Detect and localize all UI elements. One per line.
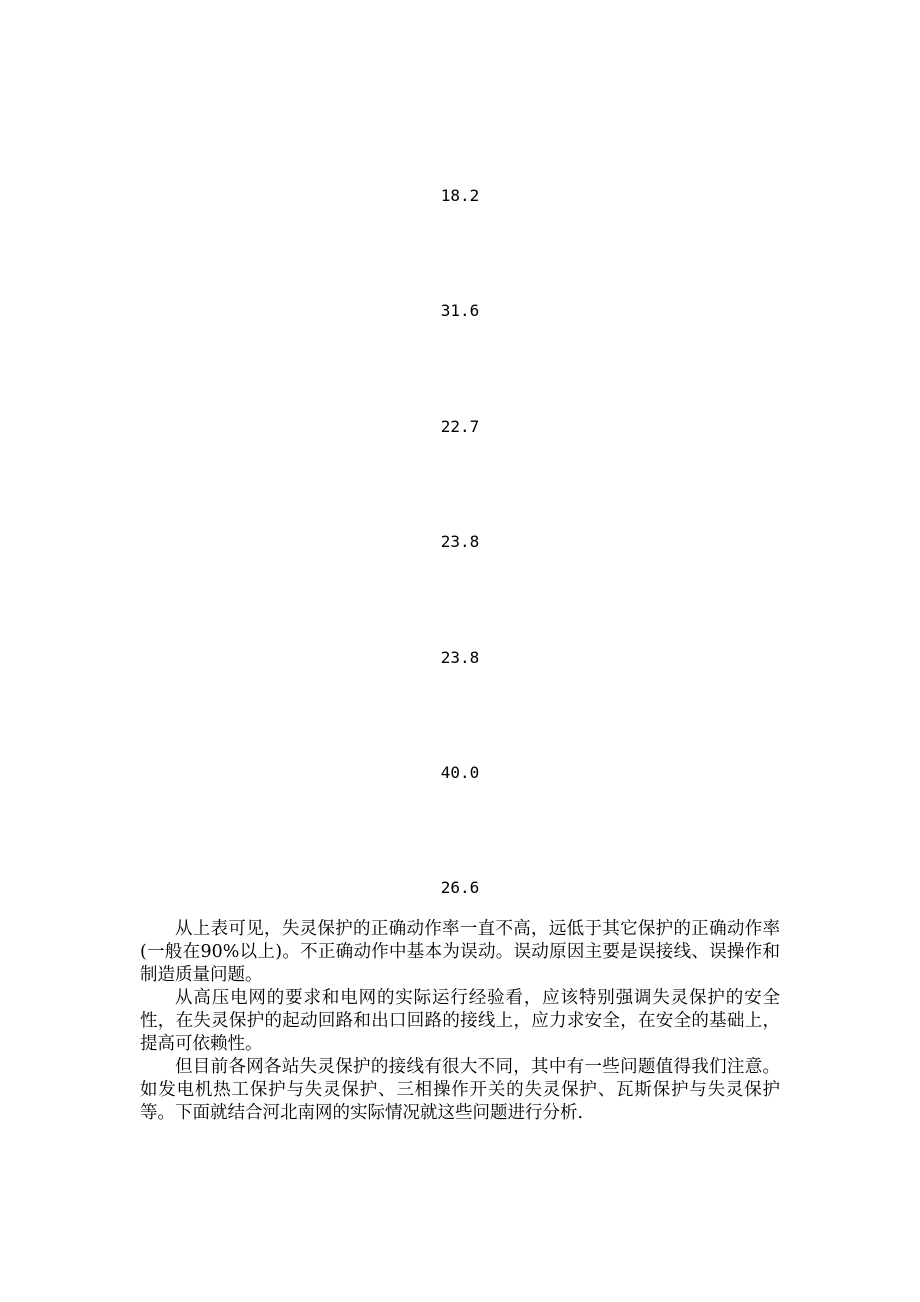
table-value-cell: 18.2 (440, 186, 480, 205)
table-value-cell: 26.6 (440, 878, 480, 897)
paragraph: 从上表可见，失灵保护的正确动作率一直不高，远低于其它保护的正确动作率(一般在90%以上)。不正确动作中基本为误动。误动原因主要是误接线、误操作和制造质量问题。 (140, 919, 780, 985)
table-value-cell: 22.7 (440, 417, 480, 436)
paragraph: 从高压电网的要求和电网的实际运行经验看，应该特别强调失灵保护的安全性，在失灵保护的起动回路和出口回路的接线上，应力求安全，在安全的基础上，提高可依赖性。 (140, 988, 780, 1054)
body-text (140, 918, 780, 1125)
table-value-cell: 23.8 (440, 648, 480, 667)
table-value-cell: 31.6 (440, 301, 480, 320)
paragraph: 但目前各网各站失灵保护的接线有很大不同，其中有一些问题值得我们注意。如发电机热工保护与失灵保护、三相操作开关的失灵保护、瓦斯保护与失灵保护等。下面就结合河北南网的实际情况就这些问题进行分析. (140, 1057, 780, 1123)
table-value-cell: 40.0 (440, 763, 480, 782)
table-value-cell: 23.8 (440, 532, 480, 551)
